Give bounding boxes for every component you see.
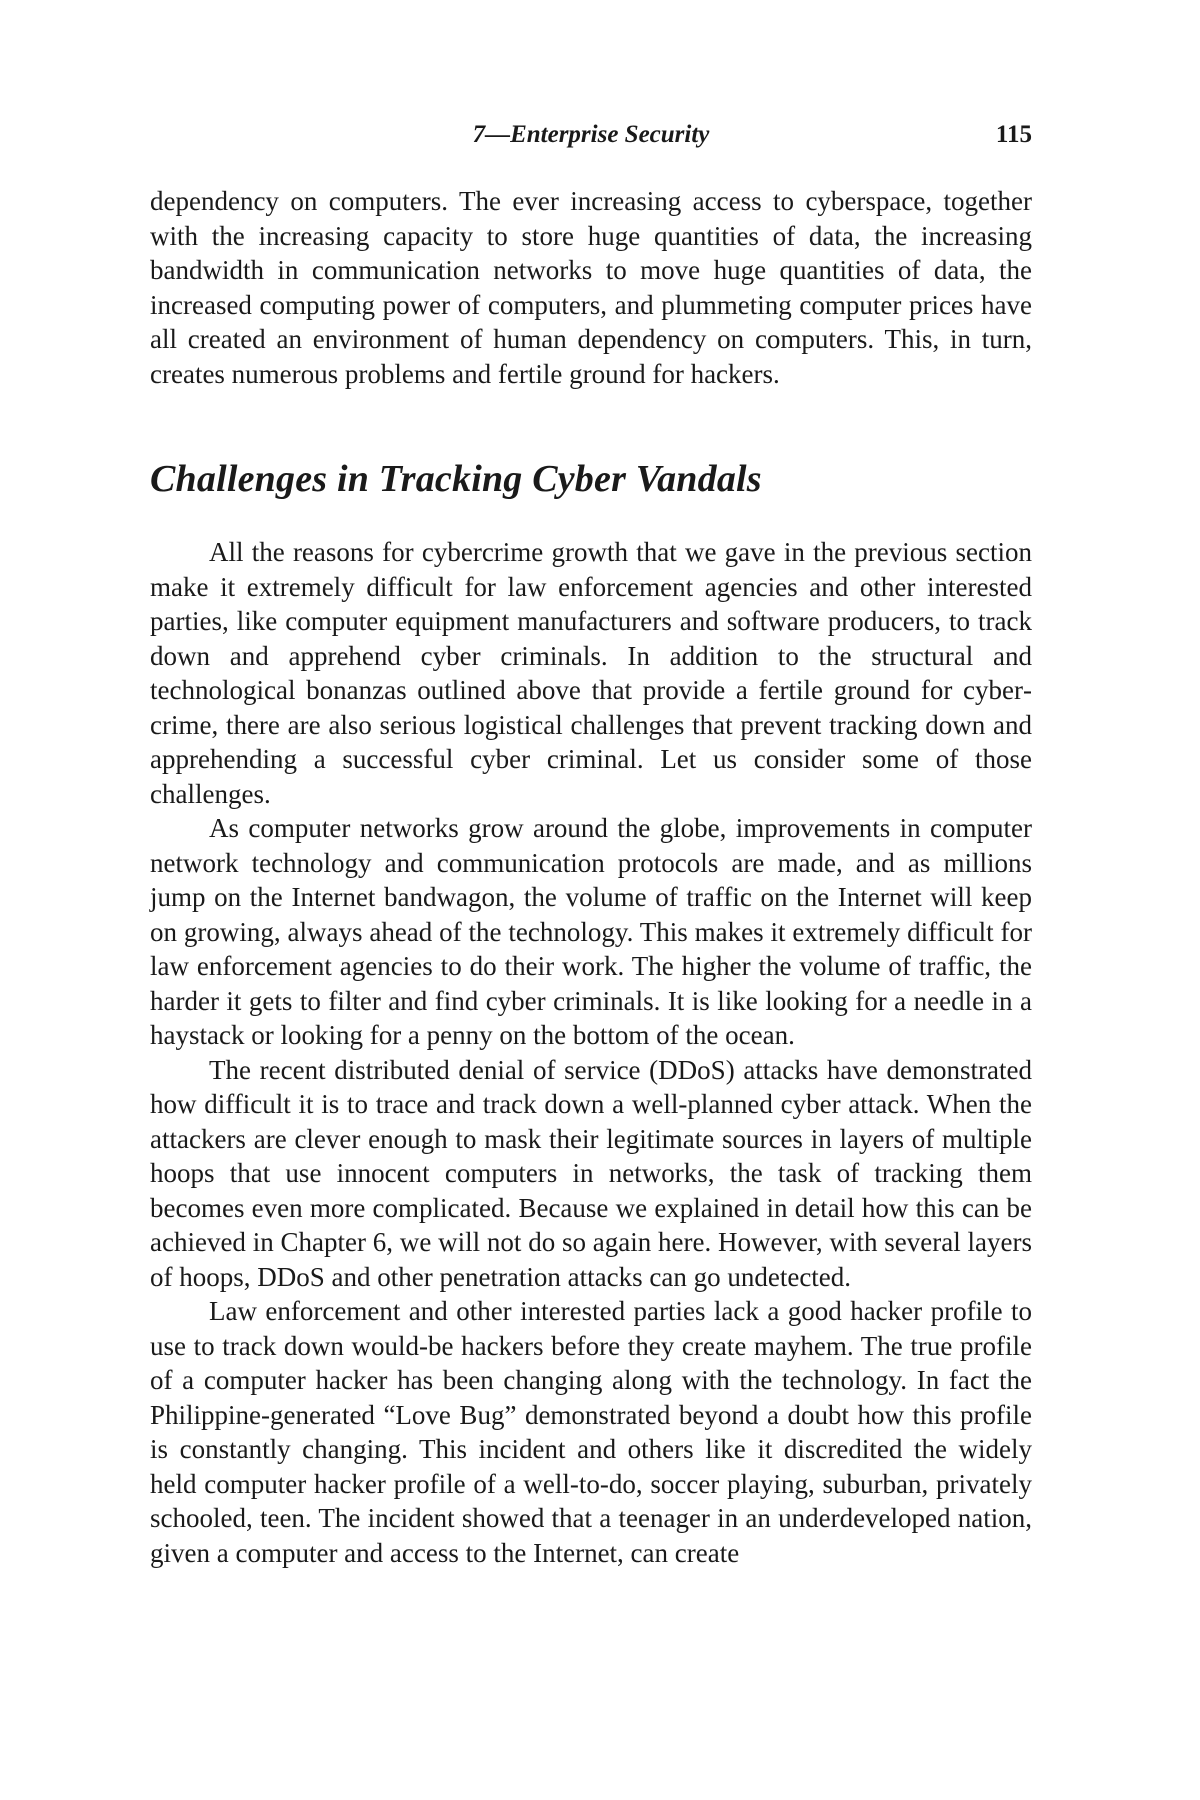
page-body	[150, 184, 1032, 1570]
section-body	[150, 535, 1032, 1570]
continued-paragraph: dependency on computers. The ever increasing access to cyberspace, together with the increasing capacity to store huge quantities of data, the increasing bandwidth in communication networks to move huge quantities of data, the increased computing power of computers, and plummeting computer prices have all created an environment of human dependency on computers. This, in turn, creates numerous problems and fertile ground for hackers.	[150, 186, 1032, 389]
body-paragraph: As computer networks grow around the globe, improvements in computer network technology and communication protocols are made, and as millions jump on the Internet bandwagon, the volume of traffic on the Internet will keep on growing, always ahead of the technology. This makes it extremely difficult for law enforcement agencies to do their work. The higher the volume of traffic, the harder it gets to filter and find cyber criminals. It is like looking for a needle in a haystack or looking for a penny on the bottom of the ocean.	[150, 813, 1032, 1050]
body-paragraph: Law enforcement and other interested parties lack a good hacker profile to use to track down would-be hackers before they create mayhem. The true profile of a computer hacker has been changing along with the technology. In fact the Philippine-generated “Love Bug” demonstrated beyond a doubt how this profile is constantly changing. This incident and others like it discredited the widely held computer hacker profile of a well-to-do, soccer playing, suburban, privately schooled, teen. The incident showed that a teenager in an underdeveloped nation, given a computer and access to the Internet, can create	[150, 1296, 1032, 1568]
section-heading: Challenges in Tracking Cyber Vandals	[150, 458, 762, 500]
running-head	[150, 120, 1032, 150]
book-page	[150, 120, 1032, 1570]
page-number: 115	[995, 121, 1032, 148]
body-paragraph: The recent distributed denial of service (DDoS) attacks have demonstrated how difficult it is to trace and track down a well-planned cyber attack. When the attackers are clever enough to mask their legitimate sources in layers of multiple hoops that use innocent computers in networks, the task of tracking them becomes even more complicated. Because we explained in detail how this can be achieved in Chapter 6, we will not do so again here. However, with several layers of hoops, DDoS and other penetration attacks can go undetected.	[150, 1054, 1032, 1292]
body-paragraph: All the reasons for cybercrime growth that we gave in the previous section make it extremely difficult for law enforcement agencies and other interested parties, like computer equipment manufacturers and software producers, to track down and apprehend cyber criminals. In addition to the structural and technological bonanzas outlined above that provide a fertile ground for cybercrime, there are also serious logistical challenges that prevent tracking down and apprehending a successful cyber criminal. Let us consider some of those challenges.	[150, 537, 1032, 809]
running-head-title: 7—Enterprise Security	[472, 121, 710, 148]
